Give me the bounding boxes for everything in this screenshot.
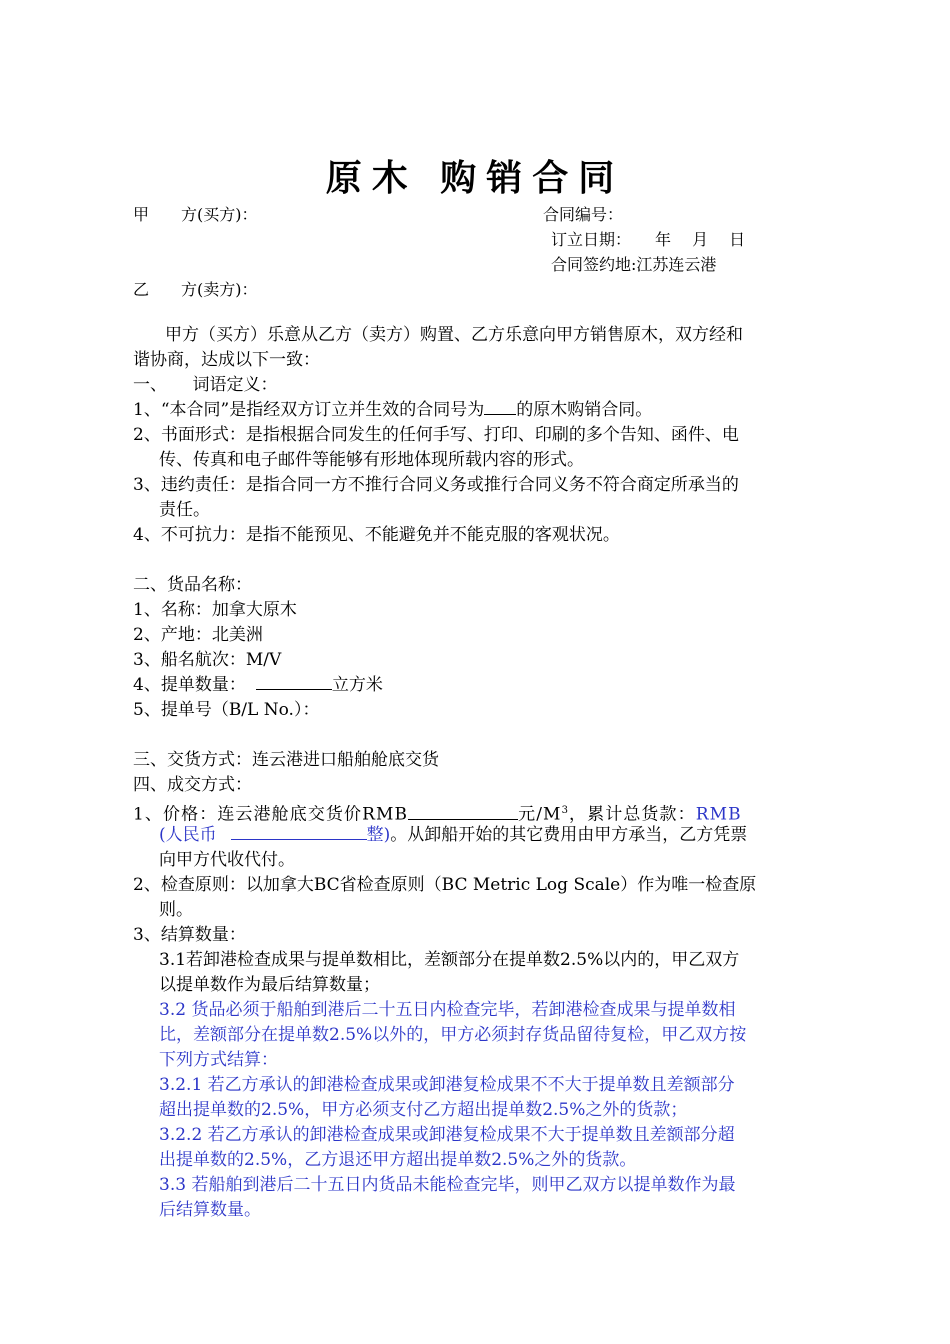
clause-3-2-line-2: 比，差额部分在提单数2.5%以外的，甲方必须封存货品留待复检，甲乙双方按 bbox=[159, 1025, 747, 1045]
vessel-voyage: 3、船名航次：M/V bbox=[133, 650, 282, 670]
intro-line-2: 谐协商，达成以下一致： bbox=[133, 350, 320, 370]
price-line-3: 向甲方代收代付。 bbox=[159, 850, 295, 870]
price-line-1: 1、价格：连云港舱底交货价RMB 元$/M^3$，累计总货款：RMB bbox=[133, 804, 742, 825]
clause-3-2-1-line-2: 超出提单数的2.5%，甲方必须支付乙方超出提单数2.5%之外的货款； bbox=[159, 1100, 688, 1120]
clause-3-3-line-2: 后结算数量。 bbox=[159, 1200, 261, 1220]
inspection-standard-line-1: 2、检查原则：以加拿大BC省检查原则（BC Metric Log Scale）作为唯一检查原 bbox=[133, 875, 757, 895]
contract-number-label: 合同编号： bbox=[543, 205, 624, 224]
contract-body bbox=[133, 323, 817, 1223]
sign-date-label: 订立日期： 年 月 日 bbox=[551, 230, 746, 249]
section-2-heading: 二、货品名称： bbox=[133, 575, 252, 595]
clause-3-2-line-3: 下列方式结算： bbox=[159, 1050, 278, 1070]
clause-3-1-line-1: 3.1若卸港检查成果与提单数相比，差额部分在提单数2.5%以内的，甲乙双方 bbox=[159, 950, 740, 970]
definition-2-line-1: 2、书面形式：是指根据合同发生的任何手写、打印、印刷的多个告知、函件、电 bbox=[133, 425, 739, 445]
definition-3-line-1: 3、违约责任：是指合同一方不推行合同义务或推行合同义务不符合商定所承当的 bbox=[133, 475, 739, 495]
price-line-2: (人民币 整)。从卸船开始的其它费用由甲方承当，乙方凭票 bbox=[159, 825, 748, 845]
party-b-label: 乙 方(卖方)： bbox=[133, 280, 258, 299]
contract-number-blank bbox=[484, 398, 516, 415]
clause-3-2-1-line-1: 3.2.1 若乙方承认的卸港检查成果或卸港复检成果不不大于提单数且差额部分 bbox=[159, 1075, 735, 1095]
inspection-standard-line-2: 则。 bbox=[159, 900, 193, 920]
definition-2-line-2: 传、传真和电子邮件等能够有形地体现所载内容的形式。 bbox=[159, 450, 584, 470]
clause-3-2-2-line-1: 3.2.2 若乙方承认的卸港检查成果或卸港复检成果不大于提单数且差额部分超 bbox=[159, 1125, 735, 1145]
definition-1: 1、“本合同”是指经双方订立并生效的合同号为 的原木购销合同。 bbox=[133, 400, 653, 420]
definition-4: 4、不可抗力：是指不能预见、不能避免并不能克服的客观状况。 bbox=[133, 525, 620, 545]
clause-3-3-line-1: 3.3 若船舶到港后二十五日内货品未能检查完毕，则甲乙双方以提单数作为最 bbox=[159, 1175, 736, 1195]
bl-number: 5、提单号（B/L No.）： bbox=[133, 700, 320, 720]
party-a-label: 甲 方(买方)： bbox=[133, 205, 258, 224]
bl-quantity: 4、提单数量： 立方米 bbox=[133, 675, 383, 695]
section-4-heading: 四、成交方式： bbox=[133, 775, 252, 795]
section-3-heading: 三、交货方式：连云港进口船舶舱底交货 bbox=[133, 750, 439, 770]
document-title: 原木 购销合同 bbox=[325, 157, 625, 199]
clause-3-1-line-2: 以提单数作为最后结算数量； bbox=[159, 975, 380, 995]
goods-name: 1、名称：加拿大原木 bbox=[133, 600, 297, 620]
sign-place-label: 合同签约地:江苏连云港 bbox=[551, 255, 717, 274]
settlement-heading: 3、结算数量： bbox=[133, 925, 246, 945]
clause-3-2-2-line-2: 出提单数的2.5%，乙方退还甲方超出提单数2.5%之外的货款。 bbox=[159, 1150, 637, 1170]
blank-line bbox=[133, 548, 817, 573]
goods-origin: 2、产地：北美洲 bbox=[133, 625, 263, 645]
definition-3-line-2: 责任。 bbox=[159, 500, 210, 520]
section-1-heading: 一、 词语定义： bbox=[133, 375, 278, 395]
quantity-blank bbox=[256, 673, 332, 690]
blank-line bbox=[133, 723, 817, 748]
total-amount-blank bbox=[231, 823, 367, 840]
intro-line-1: 甲方（买方）乐意从乙方（卖方）购置、乙方乐意向甲方销售原木，双方经和 bbox=[165, 325, 743, 345]
clause-3-2-line-1: 3.2 货品必须于船舶到港后二十五日内检查完毕，若卸港检查成果与提单数相 bbox=[159, 1000, 736, 1020]
price-blank bbox=[408, 803, 518, 820]
